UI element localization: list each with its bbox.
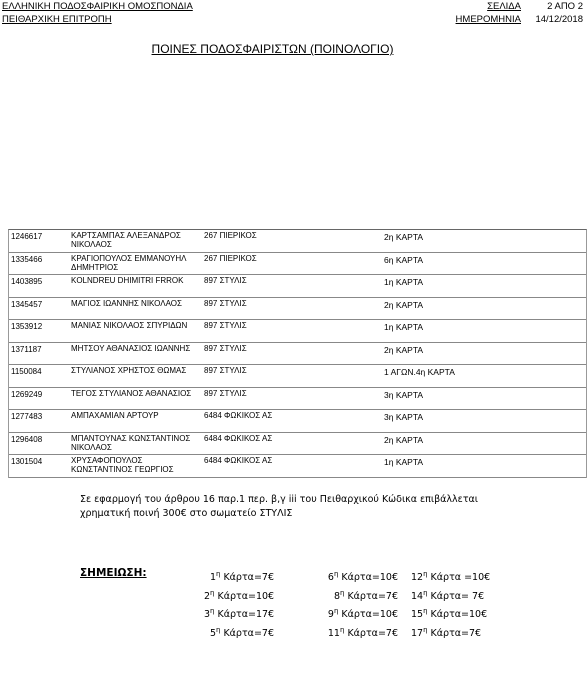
card-ordinal: η — [210, 588, 215, 597]
card-fee: Κάρτα=10€ — [427, 609, 488, 621]
card-ordinal: η — [333, 570, 339, 578]
player-name: ΜΑΝΙΑΣ ΝΙΚΟΛΑΟΣ ΣΠΥΡΙΔΩΝ — [71, 321, 188, 330]
note-text-line-1: Σε εφαρμογή του άρθρου 16 παρ.1 περ. β,γ iii του Πειθαρχικού Κώδικα επιβάλλεται — [80, 494, 479, 505]
penalty: 3η ΚΑΡΤΑ — [384, 412, 424, 422]
header-left — [2, 0, 193, 26]
club-name: 267 ΠΙΕΡΙΚΟΣ — [204, 253, 257, 263]
page-title: ΠΟΙΝΕΣ ΠΟΔΟΣΦΑΙΡΙΣΤΩΝ (ΠΟΙΝΟΛΟΓΙΟ) — [151, 42, 394, 56]
player-id: 1345457 — [11, 299, 43, 309]
club-name: 897 ΣΤΥΛΙΣ — [204, 321, 247, 330]
header-right — [451, 0, 583, 26]
player-id: 1246617 — [11, 232, 43, 241]
penalty: 1 ΑΓΩΝ.4η ΚΑΡΤΑ — [384, 367, 455, 377]
note-text — [80, 493, 478, 521]
card-ordinal: η — [423, 625, 428, 634]
card-number: 1 — [209, 572, 216, 584]
table-row — [9, 343, 586, 366]
note-text-line-2: χρηματική ποινή 300€ στο σωματείο ΣΤΥΛΙΣ — [80, 508, 293, 519]
card-fee: Κάρτα=7€ — [220, 572, 274, 584]
fees-column-2 — [320, 567, 398, 642]
fee-item — [411, 567, 490, 586]
penalty: 1η ΚΑΡΤΑ — [384, 322, 424, 332]
player-name: ΑΜΠΑΧΑΜΙΑΝ ΑΡΤΟΥΡ — [71, 411, 159, 420]
date-label: ΗΜΕΡΟΜΗΝΙΑ — [455, 14, 521, 25]
fee-item — [320, 604, 398, 623]
fee-item — [204, 586, 274, 605]
player-id: 1296408 — [11, 434, 43, 444]
fee-item — [320, 623, 398, 642]
card-ordinal: η — [210, 607, 215, 616]
club-name: 897 ΣΤΥΛΙΣ — [204, 276, 247, 285]
card-fee: Κάρτα=7€ — [344, 628, 398, 640]
table-row — [9, 455, 586, 478]
fee-item — [204, 623, 274, 642]
note-label: ΣΗΜΕΙΩΣΗ: — [80, 567, 147, 579]
card-number: 3 — [204, 609, 211, 621]
player-name: ΜΑΓΙΟΣ ΙΩΑΝΝΗΣ ΝΙΚΟΛΑΟΣ — [71, 298, 182, 308]
card-number: 6 — [327, 572, 334, 584]
table-row — [9, 433, 586, 456]
player-name: ΚΑΡΤΣΑΜΠΑΣ ΑΛΕΞΑΝΔΡΟΣ ΝΙΚΟΛΑΟΣ — [71, 231, 181, 249]
player-id: 1335466 — [11, 254, 43, 264]
club-name: 897 ΣΤΥΛΙΣ — [204, 388, 247, 398]
club-name: 6484 ΦΩΚΙΚΟΣ ΑΣ — [204, 411, 273, 420]
player-name: ΣΤΥΛΙΑΝΟΣ ΧΡΗΣΤΟΣ ΘΩΜΑΣ — [71, 366, 187, 375]
card-fee: Κάρτα=7€ — [427, 628, 482, 640]
club-name: 6484 ΦΩΚΙΚΟΣ ΑΣ — [204, 456, 273, 465]
card-ordinal: η — [339, 588, 345, 597]
table-row — [9, 388, 586, 411]
club-name: 897 ΣΤΥΛΙΣ — [204, 343, 247, 353]
table-row — [9, 320, 586, 343]
card-ordinal: η — [339, 625, 345, 634]
player-id: 1150084 — [11, 367, 42, 376]
player-id: 1371187 — [11, 344, 42, 354]
table-row — [9, 230, 586, 253]
fee-item — [320, 567, 398, 586]
card-fee: Κάρτα =10€ — [427, 572, 491, 584]
penalty: 2η ΚΑΡΤΑ — [384, 299, 424, 310]
penalty: 2η ΚΑΡΤΑ — [384, 344, 424, 355]
card-fee: Κάρτα=7€ — [344, 590, 398, 602]
club-name: 267 ΠΙΕΡΙΚΟΣ — [204, 231, 257, 240]
table-row — [9, 275, 586, 298]
fee-item — [411, 623, 490, 642]
table-row — [9, 298, 586, 321]
committee-name: ΠΕΙΘΑΡΧΙΚΗ ΕΠΙΤΡΟΠΗ — [2, 14, 112, 25]
card-number: 11 — [327, 628, 340, 640]
card-ordinal: η — [423, 607, 428, 616]
player-id: 1269249 — [11, 389, 43, 399]
card-fee: Κάρτα=7€ — [220, 628, 274, 640]
card-number: 15 — [411, 609, 424, 621]
penalty: 1η ΚΑΡΤΑ — [384, 457, 424, 467]
fee-item — [411, 586, 490, 605]
card-fee: Κάρτα=10€ — [338, 572, 398, 584]
card-ordinal: η — [423, 570, 428, 578]
card-number: 17 — [411, 628, 424, 640]
table-row — [9, 365, 586, 388]
card-number: 12 — [411, 572, 424, 584]
fees-column-1 — [204, 567, 274, 642]
date-value: 14/12/2018 — [535, 14, 583, 25]
page-value: 2 ΑΠΟ 2 — [547, 1, 583, 12]
table-row — [9, 253, 586, 276]
club-name: 897 ΣΤΥΛΙΣ — [204, 298, 247, 308]
card-number: 9 — [327, 609, 334, 621]
card-number: 2 — [204, 590, 211, 602]
card-ordinal: η — [423, 588, 428, 597]
card-number: 5 — [209, 628, 216, 640]
player-name: ΜΗΤΣΟΥ ΑΘΑΝΑΣΙΟΣ ΙΩΑΝΝΗΣ — [71, 343, 191, 353]
penalty: 1η ΚΑΡΤΑ — [384, 277, 424, 287]
penalty: 2η ΚΑΡΤΑ — [384, 232, 424, 242]
org-name: ΕΛΛΗΝΙΚΗ ΠΟΔΟΣΦΑΙΡΙΚΗ ΟΜΟΣΠΟΝΔΙΑ — [2, 1, 193, 12]
page-label: ΣΕΛΙΔΑ — [487, 1, 521, 12]
fee-item — [320, 586, 398, 605]
fee-item — [411, 604, 490, 623]
player-name: KOLNDREU DHIMITRI FRROK — [71, 276, 184, 285]
fees-column-3 — [411, 567, 490, 642]
fee-item — [204, 604, 274, 623]
penalties-table — [8, 229, 587, 478]
player-name: ΚΡΑΓΙΟΠΟΥΛΟΣ ΕΜΜΑΝΟΥΗΛ ΔΗΜΗΤΡΙΟΣ — [71, 253, 187, 272]
card-fee: Κάρτα=10€ — [338, 609, 398, 621]
player-id: 1277483 — [11, 412, 43, 421]
penalty: 3η ΚΑΡΤΑ — [384, 389, 424, 400]
player-name: ΜΠΑΝΤΟΥΝΑΣ ΚΩΝΣΤΑΝΤΙΝΟΣ ΝΙΚΟΛΑΟΣ — [71, 433, 191, 452]
player-name: ΧΡΥΣΑΦΟΠΟΥΛΟΣ ΚΩΝΣΤΑΝΤΙΝΟΣ ΓΕΩΡΓΙΟΣ — [71, 456, 174, 474]
card-ordinal: η — [215, 570, 221, 578]
card-number: 14 — [411, 590, 424, 602]
card-number: 8 — [333, 590, 340, 602]
player-id: 1301504 — [11, 457, 43, 466]
table-row — [9, 410, 586, 433]
penalty: 6η ΚΑΡΤΑ — [384, 254, 424, 265]
club-name: 6484 ΦΩΚΙΚΟΣ ΑΣ — [204, 433, 273, 443]
club-name: 897 ΣΤΥΛΙΣ — [204, 366, 247, 375]
fee-item — [204, 567, 274, 586]
player-id: 1403895 — [11, 277, 43, 286]
player-name: ΤΕΓΟΣ ΣΤΥΛΙΑΝΟΣ ΑΘΑΝΑΣΙΟΣ — [71, 388, 192, 398]
player-id: 1353912 — [11, 322, 43, 331]
card-fee: Κάρτα=10€ — [214, 590, 275, 602]
card-fee: Κάρτα=17€ — [214, 609, 275, 621]
card-fee: Κάρτα= 7€ — [427, 590, 485, 602]
card-ordinal: η — [215, 625, 221, 634]
card-ordinal: η — [333, 607, 339, 616]
penalty: 2η ΚΑΡΤΑ — [384, 434, 424, 445]
